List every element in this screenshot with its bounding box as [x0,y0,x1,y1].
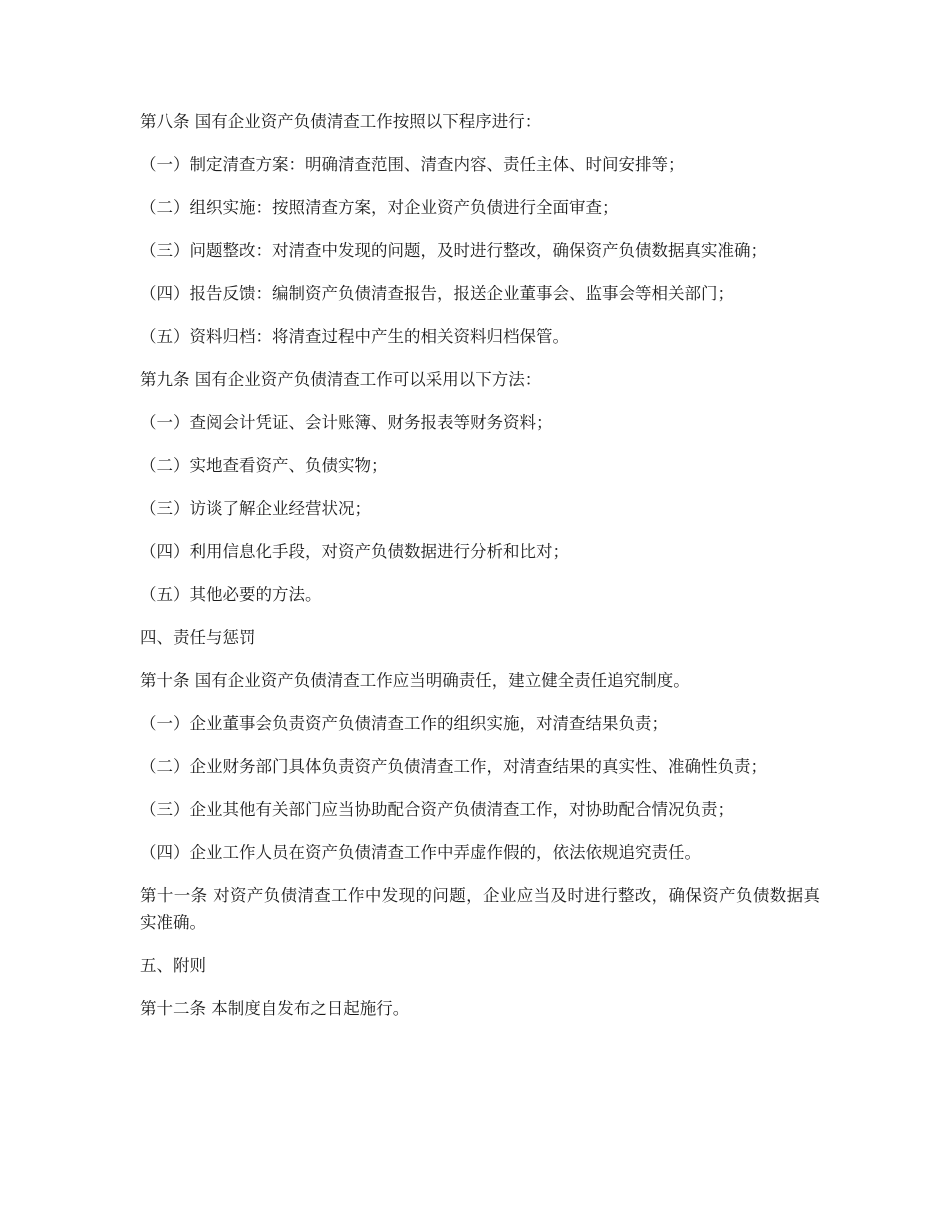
article-11: 第十一条 对资产负债清查工作中发现的问题，企业应当及时进行整改，确保资产负债数据真实准确。 [140,886,820,932]
article-8-item-2: （二）组织实施：按照清查方案，对企业资产负债进行全面审查； [140,198,619,217]
section-heading-4: 四、责任与惩罚 [140,628,256,647]
article-8-item-3: （三）问题整改：对清查中发现的问题，及时进行整改，确保资产负债数据真实准确； [140,241,767,260]
article-10-item-2: （二）企业财务部门具体负责资产负债清查工作，对清查结果的真实性、准确性负责； [140,757,767,776]
article-9-item-5: （五）其他必要的方法。 [140,585,322,604]
article-10-item-1: （一）企业董事会负责资产负债清查工作的组织实施，对清查结果负责； [140,714,668,733]
article-10: 第十条 国有企业资产负债清查工作应当明确责任，建立健全责任追究制度。 [140,671,690,690]
article-9-item-2: （二）实地查看资产、负债实物； [140,456,388,475]
article-8: 第八条 国有企业资产负债清查工作按照以下程序进行： [140,112,542,131]
article-8-item-5: （五）资料归档：将清查过程中产生的相关资料归档保管。 [140,327,569,346]
article-9: 第九条 国有企业资产负债清查工作可以采用以下方法： [140,370,542,389]
article-10-item-3: （三）企业其他有关部门应当协助配合资产负债清查工作，对协助配合情况负责； [140,800,734,819]
article-12: 第十二条 本制度自发布之日起施行。 [140,999,410,1018]
document-body [140,108,820,1038]
section-heading-5: 五、附则 [140,956,206,975]
article-9-item-4: （四）利用信息化手段，对资产负债数据进行分析和比对； [140,542,569,561]
article-9-item-1: （一）查阅会计凭证、会计账簿、财务报表等财务资料； [140,413,553,432]
article-8-item-1: （一）制定清查方案：明确清查范围、清查内容、责任主体、时间安排等； [140,155,685,174]
article-8-item-4: （四）报告反馈：编制资产负债清查报告，报送企业董事会、监事会等相关部门； [140,284,734,303]
article-10-item-4: （四）企业工作人员在资产负债清查工作中弄虚作假的，依法依规追究责任。 [140,843,701,862]
article-9-item-3: （三）访谈了解企业经营状况； [140,499,371,518]
